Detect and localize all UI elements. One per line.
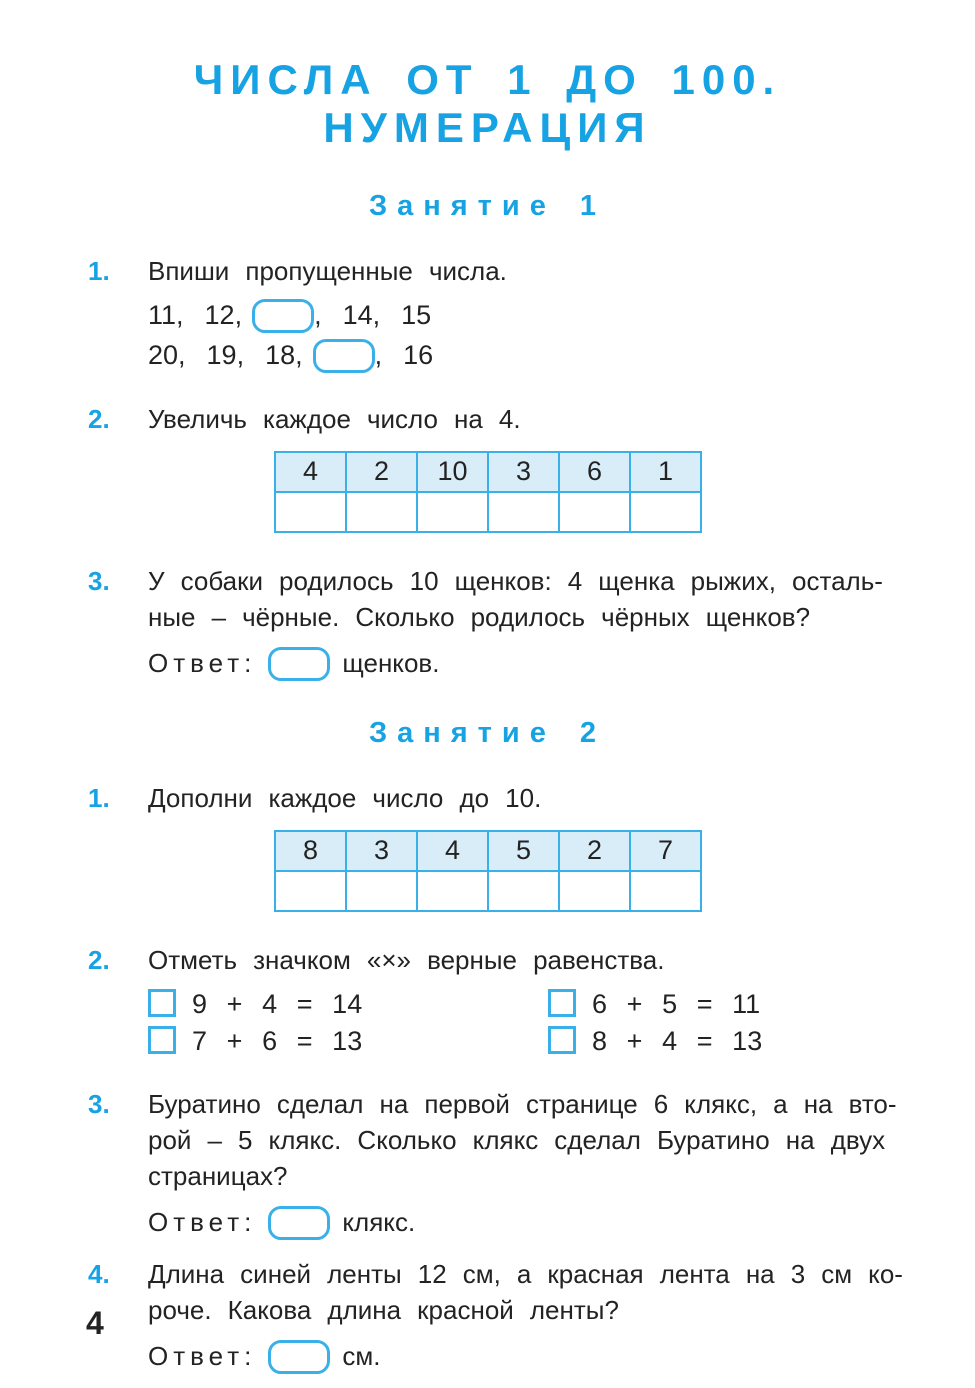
table-answer-cell[interactable]: [346, 871, 417, 911]
answer-box[interactable]: [268, 647, 330, 681]
table-answer-cell[interactable]: [275, 492, 346, 532]
table-answer-cell[interactable]: [630, 871, 701, 911]
sequence-text: , 16: [374, 339, 434, 370]
lesson1-exercise3: [88, 563, 905, 683]
exercise-instruction: Увеличь каждое число на 4.: [148, 403, 521, 434]
equation-text: 6 + 5 = 11: [592, 988, 761, 1019]
table-given-cell: 4: [417, 831, 488, 871]
table-answer-cell[interactable]: [417, 492, 488, 532]
missing-number-box[interactable]: [313, 339, 375, 373]
page-title-line2: НУМЕРАЦИЯ: [323, 103, 652, 151]
exercise-number: 1.: [88, 782, 110, 813]
problem-text-line: У собаки родилось 10 щенков: 4 щенка рыжих, осталь-: [148, 565, 883, 596]
table-answer-cell[interactable]: [488, 871, 559, 911]
lesson1-heading: Занятие 1: [368, 189, 607, 222]
number-table: [274, 830, 702, 912]
answer-box[interactable]: [268, 1206, 330, 1240]
equation-checkbox[interactable]: [148, 989, 176, 1017]
answer-unit: щенков.: [342, 647, 440, 678]
sequence-text: 20, 19, 18,: [148, 339, 303, 370]
equations-left-column: [148, 986, 548, 1060]
page-number: 4: [86, 1305, 104, 1341]
exercise-number: 2.: [88, 944, 110, 975]
sequence-text: , 14, 15: [314, 299, 432, 330]
lesson2-exercise4: [88, 1256, 905, 1376]
answer-label: Ответ:: [148, 647, 257, 678]
table-given-cell: 2: [559, 831, 630, 871]
table-given-cell: 1: [630, 452, 701, 492]
exercise-number: 3.: [88, 565, 110, 596]
table-given-cell: 6: [559, 452, 630, 492]
lesson2-heading: Занятие 2: [368, 716, 607, 749]
equation-checkbox[interactable]: [548, 989, 576, 1017]
problem-text-line: Длина синей ленты 12 см, а красная лента на 3 см ко-: [148, 1258, 903, 1289]
table-given-cell: 2: [346, 452, 417, 492]
equation-text: 9 + 4 = 14: [192, 988, 363, 1019]
problem-text-line: ные – чёрные. Сколько родилось чёрных щенков?: [148, 601, 811, 632]
equation-row: [548, 1023, 762, 1060]
exercise-instruction: Дополни каждое число до 10.: [148, 782, 542, 813]
equation-row: [148, 986, 548, 1023]
answer-row: [148, 1336, 905, 1376]
table-given-cell: 7: [630, 831, 701, 871]
number-table: [274, 451, 702, 533]
answer-label: Ответ:: [148, 1206, 257, 1237]
problem-text-line: роче. Какова длина красной ленты?: [148, 1294, 619, 1325]
exercise-number: 1.: [88, 255, 110, 286]
table-given-cell: 3: [346, 831, 417, 871]
lesson2-exercise1: [88, 780, 905, 912]
table-answer-cell[interactable]: [630, 492, 701, 532]
table-answer-cell[interactable]: [488, 492, 559, 532]
lesson1-exercise2: [88, 401, 905, 533]
table-answer-cell[interactable]: [559, 492, 630, 532]
table-answer-row: [275, 871, 701, 911]
equations-right-column: [548, 986, 762, 1060]
table-given-cell: 5: [488, 831, 559, 871]
table-given-cell: 8: [275, 831, 346, 871]
lesson2-exercise3: [88, 1086, 905, 1242]
page-title-line1: ЧИСЛА ОТ 1 ДО 100.: [193, 56, 782, 103]
table-answer-cell[interactable]: [417, 871, 488, 911]
table-given-cell: 4: [275, 452, 346, 492]
table-answer-cell[interactable]: [346, 492, 417, 532]
equation-row: [148, 1023, 548, 1060]
lesson1-exercise1: [88, 253, 905, 375]
equation-text: 8 + 4 = 13: [592, 1025, 763, 1056]
lesson2-exercise2: [88, 942, 905, 1060]
table-given-row: [275, 452, 701, 492]
exercise-number: 4.: [88, 1258, 110, 1289]
exercise-number: 3.: [88, 1088, 110, 1119]
equations-area: [148, 986, 905, 1060]
exercise-instruction: Отметь значком «×» верные равенства.: [148, 944, 665, 975]
problem-text-line: страницах?: [148, 1160, 288, 1191]
problem-text-line: рой – 5 клякс. Сколько клякс сделал Буратино на двух: [148, 1124, 886, 1155]
table-given-cell: 3: [488, 452, 559, 492]
table-answer-cell[interactable]: [559, 871, 630, 911]
answer-unit: см.: [342, 1340, 381, 1371]
answer-label: Ответ:: [148, 1340, 257, 1371]
equation-checkbox[interactable]: [548, 1026, 576, 1054]
equation-text: 7 + 6 = 13: [192, 1025, 363, 1056]
table-given-row: [275, 831, 701, 871]
problem-text-line: Буратино сделал на первой странице 6 клякс, а на вто-: [148, 1088, 897, 1119]
page-title: [0, 0, 975, 152]
table-answer-cell[interactable]: [275, 871, 346, 911]
number-sequence-row1: [148, 295, 905, 335]
equation-checkbox[interactable]: [148, 1026, 176, 1054]
equation-row: [548, 986, 762, 1023]
answer-row: [148, 1202, 905, 1242]
table-given-cell: 10: [417, 452, 488, 492]
table-answer-row: [275, 492, 701, 532]
number-sequence-row2: [148, 335, 905, 375]
answer-row: [148, 643, 905, 683]
answer-box[interactable]: [268, 1340, 330, 1374]
exercise-instruction: Впиши пропущенные числа.: [148, 255, 507, 286]
sequence-text: 11, 12,: [148, 299, 243, 330]
exercise-number: 2.: [88, 403, 110, 434]
missing-number-box[interactable]: [252, 299, 314, 333]
answer-unit: клякс.: [342, 1206, 416, 1237]
